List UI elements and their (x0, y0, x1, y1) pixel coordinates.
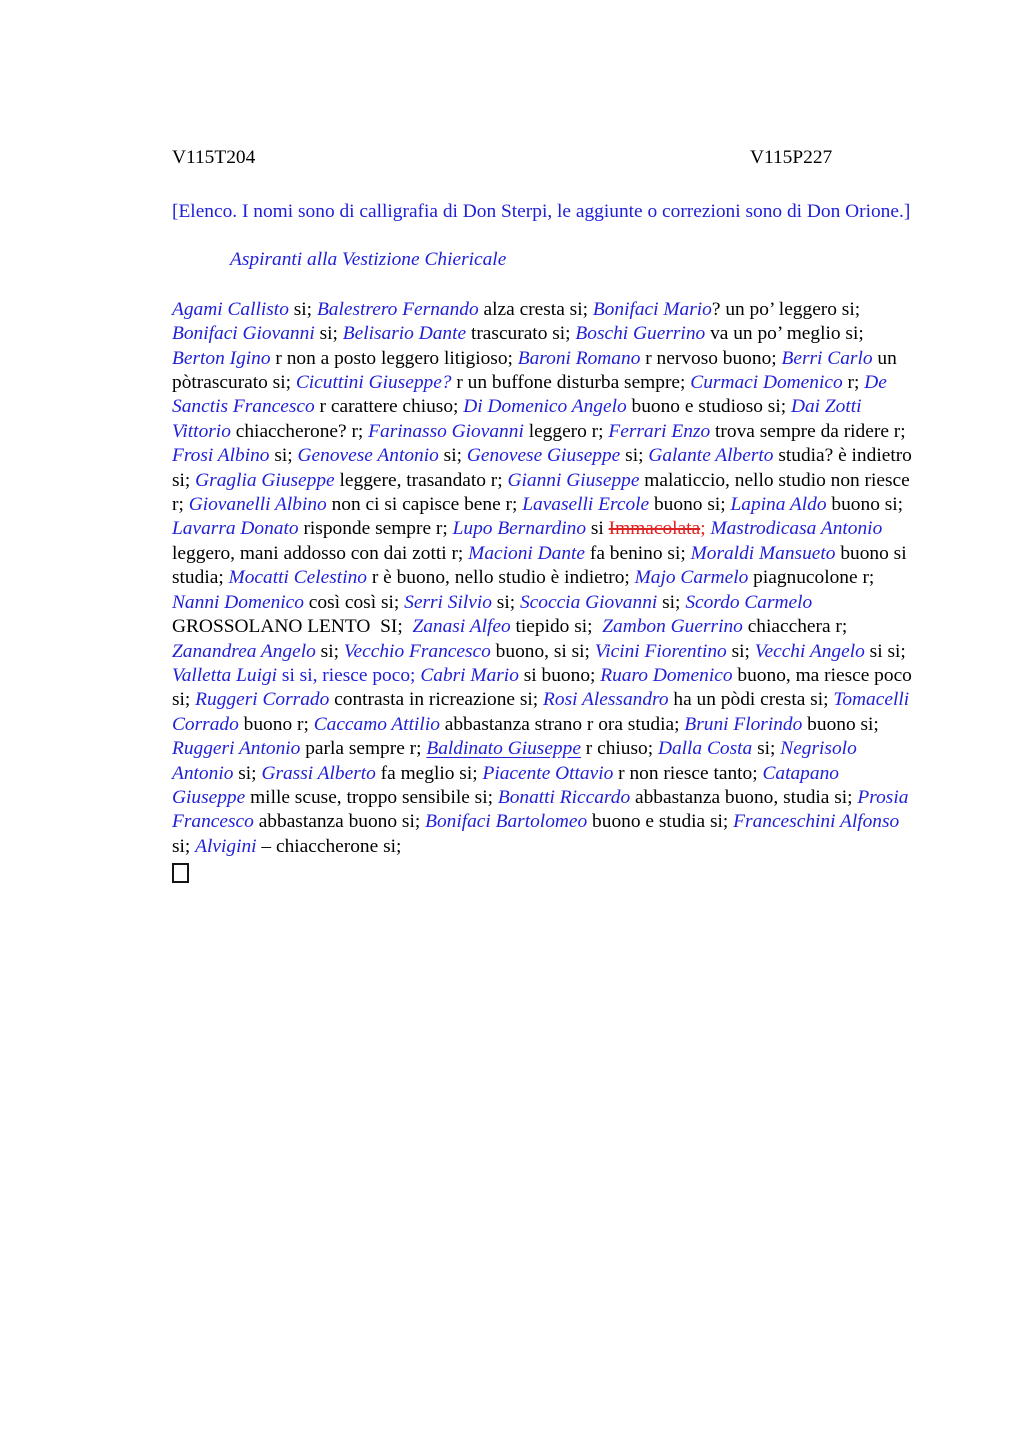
person-name: Graglia Giuseppe (195, 469, 335, 491)
annotation-text: risponde sempre r; (298, 518, 453, 540)
annotation-text: si; (233, 762, 262, 784)
annotation-text: tiepido si; (510, 616, 603, 638)
annotation-text: alza cresta si; (478, 298, 593, 320)
person-name: Caccamo Attilio (313, 713, 440, 735)
person-name: Cabri Mario (420, 664, 519, 686)
annotation-text: contrasta in ricreazione si; (329, 689, 544, 711)
annotation-text: si; (269, 445, 298, 467)
person-name-underlined: Baldinato Giuseppe (426, 738, 581, 760)
annotation-text: si; (657, 591, 686, 613)
annotation-text: così così si; (303, 591, 405, 613)
person-name: Nanni Domenico (172, 591, 304, 613)
person-name: Rosi Alessandro (543, 689, 669, 711)
person-name: Piacente Ottavio (482, 762, 614, 784)
annotation-text: si; (172, 811, 905, 857)
empty-square-box-icon (172, 863, 189, 883)
annotation-text: si; (315, 640, 344, 662)
person-name: Bonifaci Giovanni (172, 323, 315, 345)
person-name: Zanasi Alfeo (412, 616, 511, 638)
annotation-text: leggero, mani addosso con dai zotti r; (172, 518, 888, 564)
person-name: Giovanelli Albino (188, 494, 327, 516)
person-name: Moraldi Mansueto (690, 542, 836, 564)
annotation-text: r chiuso; (580, 738, 658, 760)
annotation-text: buono e studioso si; (626, 396, 791, 418)
aspirants-list-paragraph (172, 298, 917, 859)
person-name: Vecchi Angelo (754, 640, 865, 662)
annotation-text: trova sempre da ridere r; (710, 420, 911, 442)
annotation-text: si buono; (518, 664, 601, 686)
annotation-text: si; (438, 445, 467, 467)
annotation-text: buono, si si; (490, 640, 595, 662)
person-name: Scoccia Giovanni (519, 591, 658, 613)
annotation-text: r un buffone disturba sempre; (451, 372, 691, 394)
annotation-text: fa meglio si; (375, 762, 483, 784)
annotation-text: buono e studia si; (587, 811, 734, 833)
person-name: Belisario Dante (342, 323, 467, 345)
person-name: Agami Callisto (172, 298, 289, 320)
annotation-text: ? un po’ leggero si; (711, 298, 865, 320)
person-name: Bonifaci Mario (592, 298, 712, 320)
person-name: Serri Silvio (404, 591, 492, 613)
annotation-text: leggero r; (523, 420, 609, 442)
annotation-text: si (586, 518, 609, 540)
annotation-text: r è buono, nello studio è indietro; (366, 567, 635, 589)
annotation-text: r non riesce tanto; (613, 762, 763, 784)
annotation-text: si; (491, 591, 520, 613)
person-name: Negrisolo Antonio (172, 738, 862, 784)
person-name: Curmaci Domenico (690, 372, 843, 394)
annotation-text: si; (620, 445, 649, 467)
annotation-text: abbastanza buono si; (253, 811, 426, 833)
person-name: Bonatti Riccardo (497, 786, 631, 808)
annotation-text: ha un pòdi cresta si; (668, 689, 834, 711)
person-name: Genovese Antonio (297, 445, 439, 467)
annotation-text: abbastanza strano r ora studia; (439, 713, 685, 735)
person-name: Mastrodicasa Antonio (710, 518, 883, 540)
annotation-text: r nervoso buono; (640, 347, 782, 369)
person-name: Franceschini Alfonso (733, 811, 900, 833)
person-name: Lavaselli Ercole (522, 494, 650, 516)
annotation-text: trascurato si; (466, 323, 576, 345)
person-name: Zanandrea Angelo (172, 640, 316, 662)
person-name: Lapina Aldo (730, 494, 827, 516)
person-name: Valletta Luigi (172, 664, 278, 686)
annotation-text: mille scuse, troppo sensibile si; (245, 786, 498, 808)
person-name: Vicini Fiorentino (594, 640, 727, 662)
person-name: Zambon Guerrino (602, 616, 743, 638)
person-name: Majo Carmelo (634, 567, 749, 589)
list-title: Aspiranti alla Vestizione Chiericale (230, 249, 507, 271)
annotation-text: studia? è indietro si; (172, 445, 917, 491)
annotation-text: r carattere chiuso; (314, 396, 464, 418)
doc-code-left: V115T204 (172, 147, 256, 168)
annotation-text: si; (752, 738, 781, 760)
person-name: Macioni Dante (468, 542, 586, 564)
annotation-text: GROSSOLANO LENTO SI; (172, 591, 818, 638)
annotation-text: buono si studia; (172, 542, 912, 589)
person-name: Di Domenico Angelo (463, 396, 627, 418)
header-row (172, 146, 914, 171)
annotation-text: chiacchera r; (742, 616, 853, 638)
person-name: Gianni Giuseppe (507, 469, 640, 491)
person-name: Dai Zotti Vittorio (172, 396, 867, 442)
person-name: De Sanctis Francesco (172, 372, 892, 418)
annotation-text: buono si; (649, 494, 731, 516)
annotation-text: buono r; (238, 713, 314, 735)
person-name: Berri Carlo (781, 347, 873, 369)
person-name: Mocatti Celestino (228, 567, 367, 589)
document-content (172, 146, 917, 883)
annotation-text: piagnucolone r; (748, 567, 880, 589)
person-name: Dalla Costa (657, 738, 753, 760)
annotation-text: leggere, trasandato r; (334, 469, 508, 491)
person-name: Balestrero Fernando (316, 298, 479, 320)
doc-code-right: V115P227 (750, 147, 833, 168)
annotation-text: va un po’ meglio si; (705, 323, 869, 345)
blue-annotation-text: si si, riesce poco; (277, 664, 416, 686)
annotation-text: buono si; (826, 494, 908, 516)
annotation-text: si; (314, 323, 343, 345)
annotation-text: – chiaccherone si; (256, 835, 402, 857)
annotation-text: buono si; (802, 713, 884, 735)
annotation-text: r; (842, 372, 865, 394)
annotation-text: si si; (864, 640, 911, 662)
annotation-text: abbastanza buono, studia si; (630, 786, 858, 808)
annotation-text: buono, ma riesce poco si; (172, 664, 917, 711)
annotation-text: r non a posto leggero litigioso; (270, 347, 518, 369)
person-name: Frosi Albino (172, 445, 270, 467)
person-name: Ferrari Enzo (608, 420, 711, 442)
person-name: Lavarra Donato (172, 518, 299, 540)
person-name: Farinasso Giovanni (368, 420, 524, 442)
deleted-name: Immacolata (608, 518, 701, 540)
annotation-text: chiaccherone? r; (230, 420, 369, 442)
person-name: Catapano Giuseppe (172, 762, 844, 808)
annotation-text: malaticcio, nello studio non riesce r; (172, 469, 915, 516)
person-name: Bonifaci Bartolomeo (425, 811, 588, 833)
person-name: Prosia Francesco (172, 786, 914, 833)
editorial-note: [Elenco. I nomi sono di calligrafia di Don Sterpi, le aggiunte o correzioni sono di Don Orione.] (172, 201, 911, 222)
person-name: Alvigini (195, 835, 257, 857)
person-name: Genovese Giuseppe (466, 445, 621, 467)
annotation-text: si; (288, 298, 317, 320)
annotation-text: un pòtrascurato si; (172, 347, 902, 394)
person-name: Berton Igino (172, 347, 271, 369)
red-punctuation: ; (700, 518, 706, 540)
person-name: Tomacelli Corrado (172, 689, 914, 735)
annotation-text: fa benino si; (585, 542, 691, 564)
person-name: Ruaro Domenico (600, 664, 733, 686)
annotation-text: si; (726, 640, 755, 662)
person-name: Cicuttini Giuseppe? (295, 372, 452, 394)
person-name: Lupo Bernardino (452, 518, 587, 540)
person-name: Bruni Florindo (684, 713, 803, 735)
person-name: Vecchio Francesco (343, 640, 491, 662)
person-name: Ruggeri Antonio (172, 738, 301, 760)
person-name: Ruggeri Corrado (195, 689, 330, 711)
person-name: Scordo Carmelo (685, 591, 813, 613)
person-name: Boschi Guerrino (575, 323, 706, 345)
person-name: Baroni Romano (517, 347, 641, 369)
annotation-text: non ci si capisce bene r; (326, 494, 523, 516)
person-name: Grassi Alberto (261, 762, 376, 784)
annotation-text: parla sempre r; (300, 738, 427, 760)
person-name: Galante Alberto (648, 445, 774, 467)
